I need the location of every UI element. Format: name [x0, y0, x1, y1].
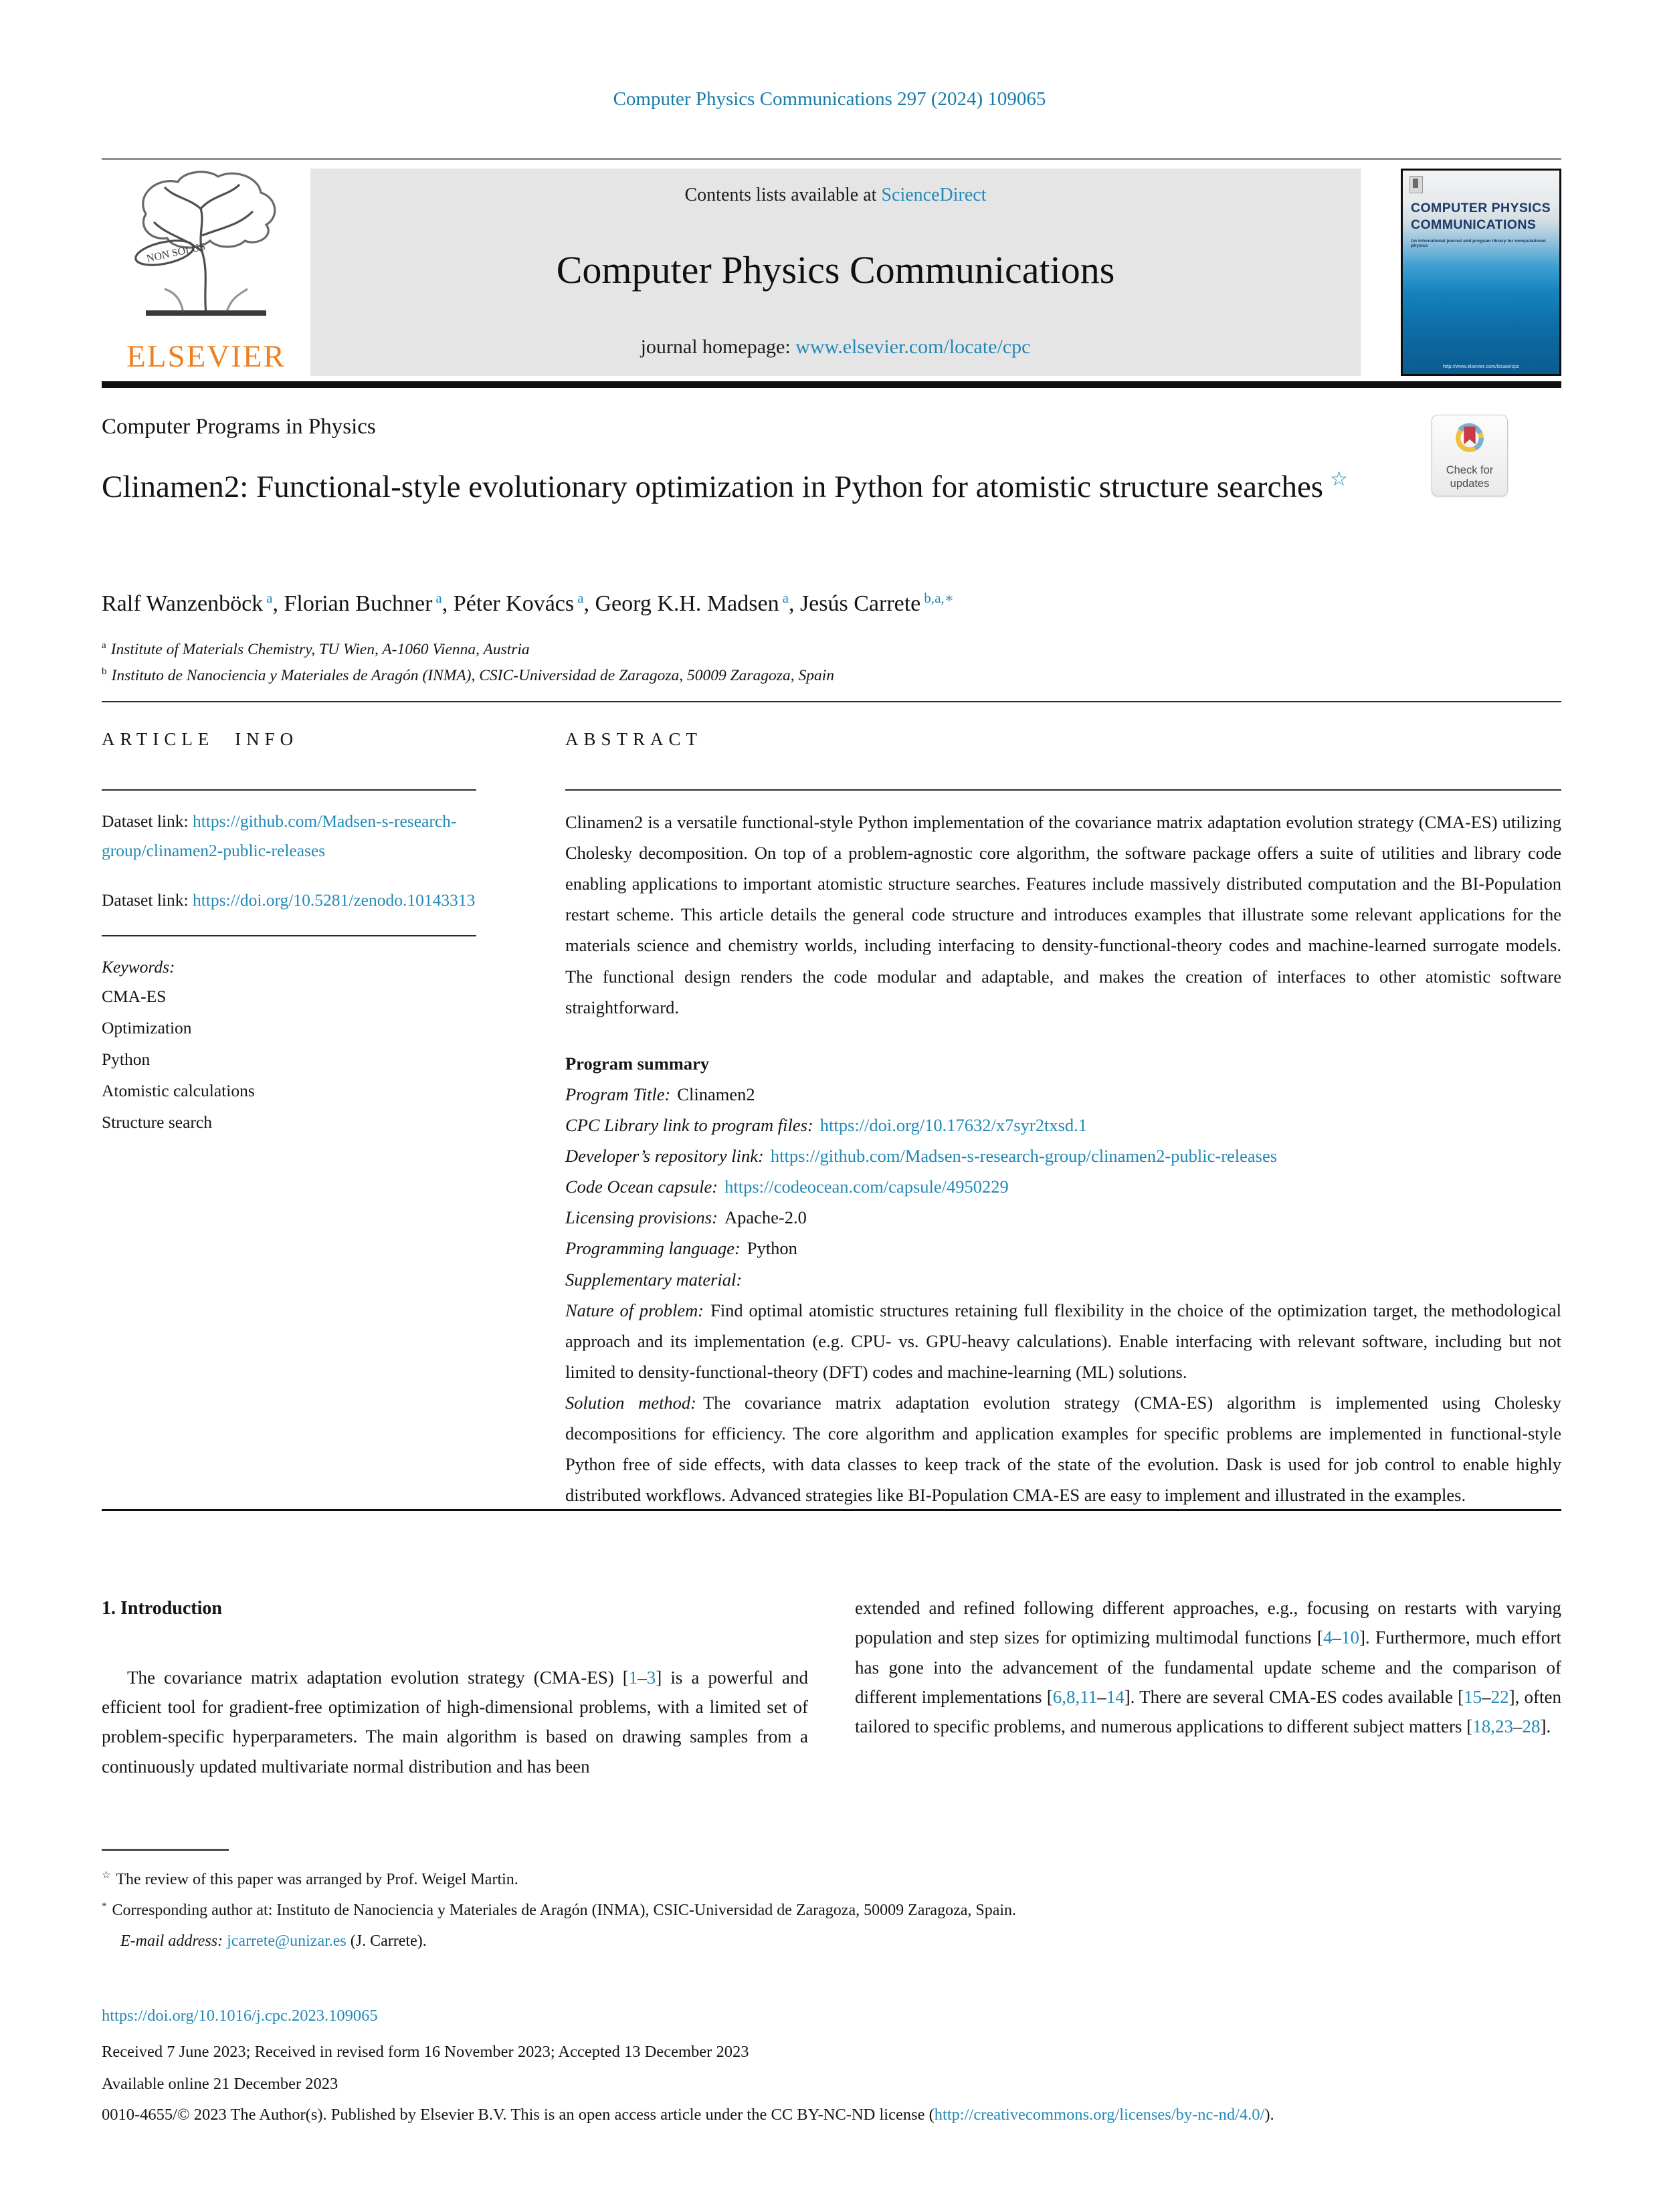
footnote-corresponding-author: * Corresponding author at: Instituto de Nanociencia y Materiales de Aragón (INMA), CSIC-Universidad de Zaragoza, 50009 Zaragoza, Spain.	[102, 1901, 1017, 1919]
licensing-row: Licensing provisions: Apache-2.0	[565, 1207, 807, 1228]
article-info-column	[102, 807, 476, 1138]
available-online: Available online 21 December 2023	[102, 2075, 338, 2093]
dataset-zenodo-link[interactable]: https://doi.org/10.5281/zenodo.10143313	[192, 890, 476, 910]
solution-method: Solution method: The covariance matrix adaptation evolution strategy (CMA-ES) algorithm is implemented using Cholesky decompositions for efficiency. The core algorithm and application examples for specific problems are implemented in functional-style Python free of side effects, with data classes to keep track of the state of the evolution. Dask is used for job control to enable highly distributed workflows. Advanced strategies like BI-Population CMA-ES are easy to implement and illustrated in the examples.	[565, 1392, 1561, 1506]
contents-prefix: Contents lists available at	[684, 185, 882, 205]
intro-left-column	[102, 1593, 808, 1781]
article-info-heading-rule	[102, 789, 476, 791]
check-badge-label: Check for updates	[1446, 464, 1494, 490]
intro-paragraph-left: The covariance matrix adaptation evolution strategy (CMA-ES) [1–3] is a powerful and efficient tool for gradient-free optimization of high-dimensional problems, with a limited set of problem-specific hyperparameters. The main algorithm is based on drawing samples from a continuously updated multivariate normal distribution and has been	[102, 1667, 808, 1777]
article-title: Clinamen2: Functional-style evolutionary optimization in Python for atomistic structure searches ☆	[102, 468, 1348, 504]
elsevier-wordmark: ELSEVIER	[126, 339, 286, 374]
affiliations	[102, 637, 834, 689]
program-summary-title: Program summary	[565, 1053, 710, 1074]
header-divider	[102, 158, 1561, 160]
affiliation-b: $^b$ Instituto de Nanociencia y Materiales de Aragón (INMA), CSIC-Universidad de Zaragoza, 50009 Zaragoza, Spain	[102, 666, 834, 684]
cover-footer-url: http://www.elsevier.com/locate/cpc	[1442, 363, 1520, 369]
journal-banner	[102, 169, 1561, 376]
developer-repository-link[interactable]: https://github.com/Madsen-s-research-group/clinamen2-public-releases	[770, 1146, 1278, 1167]
keyword-item: Optimization	[102, 1018, 192, 1038]
supplementary-row: Supplementary material:	[565, 1269, 743, 1290]
elsevier-logo[interactable]	[106, 169, 306, 376]
footnote-email: E-mail address: jcarrete@unizar.es (J. Carrete).	[120, 1932, 427, 1950]
introduction-heading: 1. Introduction	[102, 1598, 222, 1619]
program-title-row: Program Title: Clinamen2	[565, 1084, 755, 1104]
series-label: Computer Programs in Physics	[102, 415, 376, 439]
issn-license-line: 0010-4655/© 2023 The Author(s). Published by Elsevier B.V. This is an open access article under the CC BY-NC-ND license (http://creativecommons.org/licenses/by-nc-nd/4.0/).	[102, 2106, 1274, 2124]
dataset-link-1: Dataset link: https://github.com/Madsen-s-research-group/clinamen2-public-releases	[102, 811, 457, 860]
keywords-divider	[102, 935, 476, 936]
received-dates: Received 7 June 2023; Received in revised form 16 November 2023; Accepted 13 December 2023	[102, 2043, 749, 2061]
footnote-rule	[102, 1849, 229, 1851]
banner-center-panel	[310, 169, 1361, 376]
intro-right-column	[855, 1593, 1561, 1741]
abstract-column	[565, 807, 1561, 1510]
language-row: Programming language: Python	[565, 1238, 797, 1259]
cover-title	[1411, 200, 1551, 234]
keyword-item: Structure search	[102, 1112, 212, 1132]
elsevier-tree-icon	[106, 169, 306, 337]
affiliation-a: $^a$ Institute of Materials Chemistry, TU Wien, A-1060 Vienna, Austria	[102, 640, 530, 658]
dataset-link-2: Dataset link: https://doi.org/10.5281/zenodo.10143313	[102, 890, 476, 910]
svg-text:NON SOLUS: NON SOLUS	[145, 241, 207, 265]
cpc-library-link[interactable]: https://doi.org/10.17632/x7syr2txsd.1	[819, 1114, 1088, 1135]
keyword-item: Python	[102, 1049, 151, 1070]
journal-citation: Computer Physics Communications 297 (2024) 109065	[613, 88, 1046, 110]
abstract-heading: ABSTRACT	[565, 729, 703, 749]
keywords-label: Keywords:	[102, 957, 175, 977]
intro-paragraph-right: extended and refined following different approaches, e.g., focusing on restarts with varying population and step sizes for optimizing multimodal functions [4–10]. Furthermore, much effort has gone into the advancement of the fundamental update scheme and the comparison of different implementations [6,8,11–14]. There are several CMA-ES codes available [15–22], often tailored to specific problems, and numerous applications to different subject matters [18,23–28].	[855, 1598, 1562, 1737]
homepage-prefix: journal homepage:	[640, 336, 796, 358]
cpc-library-row: CPC Library link to program files: https://doi.org/10.17632/x7syr2txsd.1	[565, 1114, 1088, 1135]
dataset-github-link[interactable]: https://github.com/Madsen-s-research-group/clinamen2-public-releases	[102, 811, 457, 860]
repository-row: Developer’s repository link: https://github.com/Madsen-s-research-group/clinamen2-public-releases	[565, 1146, 1278, 1167]
cover-elsevier-mark-icon	[1409, 176, 1423, 193]
check-updates-icon	[1448, 419, 1491, 462]
footnote-review: ☆ The review of this paper was arranged by Prof. Weigel Martin.	[102, 1870, 518, 1888]
abstract-heading-rule	[565, 789, 1561, 791]
code-ocean-link[interactable]: https://codeocean.com/capsule/4950229	[724, 1177, 1009, 1197]
body-divider	[102, 1509, 1561, 1511]
abstract-text: Clinamen2 is a versatile functional-style Python implementation of the covariance matrix adaptation evolution strategy (CMA-ES) utilizing Cholesky decomposition. On top of a problem-agnostic core algorithm, the software package offers a suite of utilities and library code enabling applications to important atomistic structure searches. Features include massively distributed computation and the BI-Population restart scheme. This article details the general code structure and introduces examples that illustrate some relevant applications for the materials science and chemistry worlds, including interfacing to density-functional-theory codes and machine-learned surrogate models. The functional design renders the code modular and adaptable, and makes the creation of interfaces to other atomistic software straightforward.	[565, 812, 1561, 1017]
cover-title-line2: COMMUNICATIONS	[1411, 217, 1537, 233]
article-info-heading: ARTICLE INFO	[102, 729, 299, 749]
journal-name: Computer Physics Communications	[556, 248, 1115, 292]
check-for-updates-badge[interactable]	[1432, 415, 1508, 496]
section-divider	[102, 701, 1561, 702]
journal-cover-thumbnail	[1401, 169, 1561, 376]
banner-bottom-bar	[102, 381, 1561, 388]
code-ocean-row: Code Ocean capsule: https://codeocean.com/capsule/4950229	[565, 1177, 1009, 1197]
article-doi-link[interactable]: https://doi.org/10.1016/j.cpc.2023.109065	[102, 2007, 378, 2025]
keyword-item: Atomistic calculations	[102, 1081, 255, 1101]
keyword-item: CMA-ES	[102, 987, 167, 1007]
sciencedirect-link[interactable]: ScienceDirect	[881, 185, 987, 205]
cover-tagline: An international journal and program library for computational physics	[1411, 239, 1546, 248]
homepage-line	[310, 336, 1361, 359]
nature-of-problem: Nature of problem: Find optimal atomistic structures retaining full flexibility in the choice of the optimization target, the methodological approach and its implementation (e.g. CPU- vs. GPU-heavy calculations). Enable interfacing with relevant software, including but not limited to density-functional-theory (DFT) codes and machine-learning (ML) solutions.	[565, 1300, 1561, 1382]
contents-line	[310, 185, 1361, 206]
journal-homepage-link[interactable]: www.elsevier.com/locate/cpc	[795, 336, 1031, 358]
title-footnote-star[interactable]: ☆	[1330, 468, 1348, 491]
author-list: Ralf Wanzenböck $^a$, Florian Buchner $^a$, Péter Kovács $^a$, Georg K.H. Madsen $^a$, Jesús Carrete $^{b,a,∗}$	[102, 589, 955, 616]
cover-title-line1: COMPUTER PHYSICS	[1411, 201, 1551, 215]
